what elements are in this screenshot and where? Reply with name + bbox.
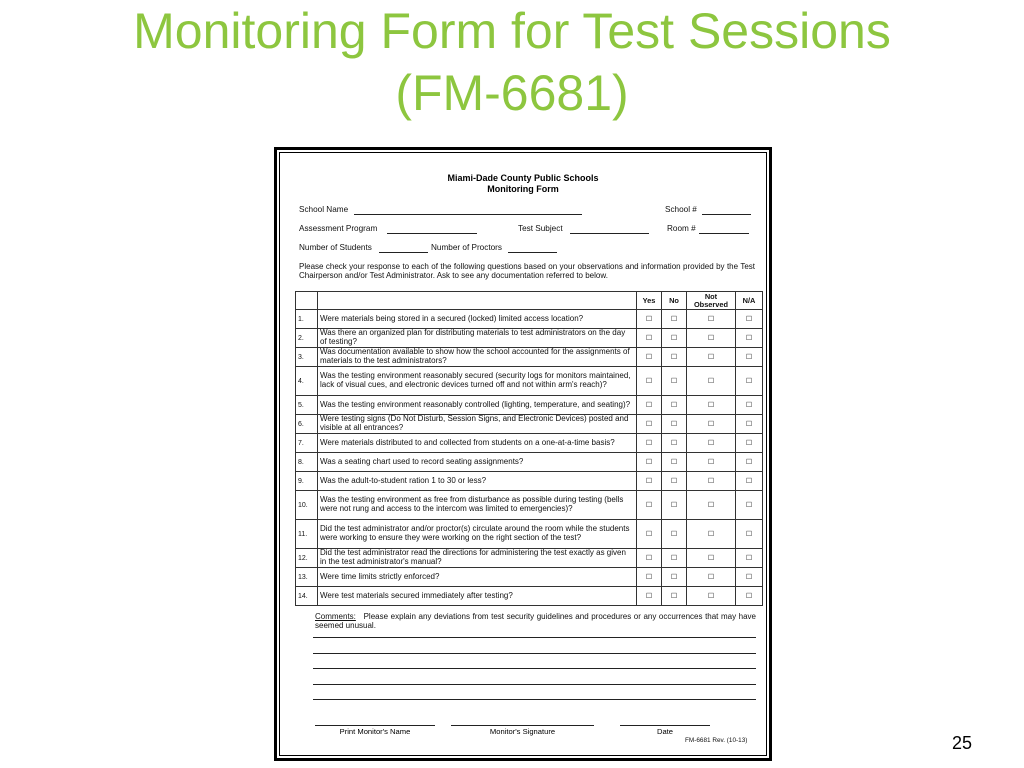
- checkbox-na[interactable]: ☐: [736, 568, 763, 587]
- comment-line-1[interactable]: [313, 637, 756, 638]
- question-number: 2.: [296, 329, 318, 348]
- question-number: 1.: [296, 310, 318, 329]
- checkbox-not-observed[interactable]: ☐: [687, 587, 736, 606]
- question-row: [296, 549, 763, 568]
- checkbox-no[interactable]: ☐: [662, 453, 687, 472]
- school-num-field[interactable]: [702, 214, 751, 215]
- comments-label: Comments:: [315, 612, 356, 621]
- comment-line-5[interactable]: [313, 699, 756, 700]
- students-field[interactable]: [379, 252, 428, 253]
- question-number: 7.: [296, 434, 318, 453]
- header-yes: Yes: [637, 292, 662, 310]
- checkbox-na[interactable]: ☐: [736, 415, 763, 434]
- checkbox-yes[interactable]: ☐: [637, 587, 662, 606]
- form-org: Miami-Dade County Public Schools: [447, 173, 599, 183]
- checkbox-no[interactable]: ☐: [662, 491, 687, 520]
- comments-instructions: [315, 612, 756, 631]
- school-name-field[interactable]: [354, 214, 582, 215]
- question-text: Was a seating chart used to record seating assignments?: [318, 453, 637, 472]
- question-number: 11.: [296, 520, 318, 549]
- checkbox-no[interactable]: ☐: [662, 568, 687, 587]
- question-row: [296, 491, 763, 520]
- checkbox-no[interactable]: ☐: [662, 348, 687, 367]
- checkbox-yes[interactable]: ☐: [637, 367, 662, 396]
- question-text: Were testing signs (Do Not Disturb, Session Signs, and Electronic Devices) posted and visible at all entrances?: [318, 415, 637, 434]
- checkbox-na[interactable]: ☐: [736, 348, 763, 367]
- checkbox-no[interactable]: ☐: [662, 367, 687, 396]
- question-row: [296, 329, 763, 348]
- slide-subtitle: (FM-6681): [395, 65, 629, 121]
- question-text: Was the testing environment reasonably controlled (lighting, temperature, and seating)?: [318, 396, 637, 415]
- checkbox-na[interactable]: ☐: [736, 587, 763, 606]
- table-header-row: [296, 292, 763, 310]
- date-field[interactable]: [620, 725, 710, 726]
- checkbox-yes[interactable]: ☐: [637, 396, 662, 415]
- header-question: [318, 292, 637, 310]
- question-row: [296, 472, 763, 491]
- question-row: [296, 367, 763, 396]
- checkbox-not-observed[interactable]: ☐: [687, 367, 736, 396]
- question-row: [296, 434, 763, 453]
- checkbox-yes[interactable]: ☐: [637, 453, 662, 472]
- checkbox-na[interactable]: ☐: [736, 367, 763, 396]
- instructions: Please check your response to each of the following questions based on your observations and information provided by the Test Chairperson and/or Test Administrator. Ask to see any documentation referred to below.: [299, 262, 755, 281]
- students-label: Number of Students: [299, 243, 372, 252]
- checkbox-yes[interactable]: ☐: [637, 472, 662, 491]
- question-row: [296, 396, 763, 415]
- question-number: 4.: [296, 367, 318, 396]
- question-number: 6.: [296, 415, 318, 434]
- question-text: Did the test administrator read the directions for administering the test exactly as given in the test administrator's manual?: [318, 549, 637, 568]
- question-text: Was the testing environment as free from disturbance as possible during testing (bells were not rung and access to the intercom was limited to emergencies)?: [318, 491, 637, 520]
- room-field[interactable]: [699, 233, 749, 234]
- question-text: Were time limits strictly enforced?: [318, 568, 637, 587]
- question-text: Were materials being stored in a secured (locked) limited access location?: [318, 310, 637, 329]
- checkbox-not-observed[interactable]: ☐: [687, 491, 736, 520]
- checkbox-yes[interactable]: ☐: [637, 348, 662, 367]
- checkbox-na[interactable]: ☐: [736, 472, 763, 491]
- header-na: N/A: [736, 292, 763, 310]
- checkbox-no[interactable]: ☐: [662, 549, 687, 568]
- checkbox-yes[interactable]: ☐: [637, 434, 662, 453]
- form-document: [274, 147, 772, 761]
- checkbox-na[interactable]: ☐: [736, 453, 763, 472]
- checkbox-not-observed[interactable]: ☐: [687, 396, 736, 415]
- school-name-label: School Name: [299, 205, 349, 214]
- checkbox-no[interactable]: ☐: [662, 472, 687, 491]
- checkbox-no[interactable]: ☐: [662, 329, 687, 348]
- assessment-field[interactable]: [387, 233, 477, 234]
- question-row: [296, 520, 763, 549]
- checkbox-no[interactable]: ☐: [662, 415, 687, 434]
- question-text: Was the testing environment reasonably secured (security logs for monitors maintained, lack of visual cues, and electronic devices turned off and not within arm's reach)?: [318, 367, 637, 396]
- checkbox-yes[interactable]: ☐: [637, 520, 662, 549]
- signature-field[interactable]: [451, 725, 594, 726]
- checkbox-not-observed[interactable]: ☐: [687, 434, 736, 453]
- print-name-label: Print Monitor's Name: [339, 727, 411, 736]
- proctors-label: Number of Proctors: [431, 243, 502, 252]
- slide-number: 25: [951, 733, 972, 753]
- question-number: 14.: [296, 587, 318, 606]
- checkbox-not-observed[interactable]: ☐: [687, 310, 736, 329]
- checkbox-no[interactable]: ☐: [662, 587, 687, 606]
- questions-table: [295, 291, 763, 606]
- question-text: Was documentation available to show how the school accounted for the assignments of materials to the test administrators?: [318, 348, 637, 367]
- print-name-field[interactable]: [315, 725, 435, 726]
- checkbox-not-observed[interactable]: ☐: [687, 549, 736, 568]
- signature-label: Monitor's Signature: [489, 727, 556, 736]
- proctors-field[interactable]: [508, 252, 557, 253]
- question-number: 3.: [296, 348, 318, 367]
- question-number: 5.: [296, 396, 318, 415]
- question-row: [296, 453, 763, 472]
- question-text: Did the test administrator and/or proctor(s) circulate around the room while the students were working to ensure they were working on the right section of the test?: [318, 520, 637, 549]
- slide-title: Monitoring Form for Test Sessions: [133, 3, 891, 59]
- comment-line-4[interactable]: [313, 684, 756, 685]
- checkbox-na[interactable]: ☐: [736, 491, 763, 520]
- question-number: 8.: [296, 453, 318, 472]
- question-number: 10.: [296, 491, 318, 520]
- comments-text: Please explain any deviations from test security guidelines and procedures or any occurrences that may have seemed unusual.: [315, 612, 756, 631]
- checkbox-na[interactable]: ☐: [736, 520, 763, 549]
- checkbox-not-observed[interactable]: ☐: [687, 568, 736, 587]
- question-text: Were materials distributed to and collected from students on a one-at-a-time basis?: [318, 434, 637, 453]
- checkbox-yes[interactable]: ☐: [637, 549, 662, 568]
- question-text: Were test materials secured immediately after testing?: [318, 587, 637, 606]
- comment-line-2[interactable]: [313, 653, 756, 654]
- checkbox-na[interactable]: ☐: [736, 434, 763, 453]
- checkbox-not-observed[interactable]: ☐: [687, 415, 736, 434]
- assessment-label: Assessment Program: [299, 224, 378, 233]
- header-no: No: [662, 292, 687, 310]
- checkbox-no[interactable]: ☐: [662, 520, 687, 549]
- checkbox-na[interactable]: ☐: [736, 329, 763, 348]
- checkbox-no[interactable]: ☐: [662, 434, 687, 453]
- header-not-observed: Not Observed: [687, 292, 736, 310]
- checkbox-no[interactable]: ☐: [662, 310, 687, 329]
- checkbox-na[interactable]: ☐: [736, 549, 763, 568]
- question-text: Was the adult-to-student ration 1 to 30 or less?: [318, 472, 637, 491]
- checkbox-yes[interactable]: ☐: [637, 415, 662, 434]
- form-code: FM-6681 Rev. (10-13): [685, 737, 748, 744]
- checkbox-yes[interactable]: ☐: [637, 310, 662, 329]
- checkbox-na[interactable]: ☐: [736, 310, 763, 329]
- checkbox-not-observed[interactable]: ☐: [687, 472, 736, 491]
- question-row: [296, 568, 763, 587]
- question-number: 12.: [296, 549, 318, 568]
- checkbox-not-observed[interactable]: ☐: [687, 453, 736, 472]
- question-row: [296, 310, 763, 329]
- date-label: Date: [656, 727, 674, 736]
- question-row: [296, 348, 763, 367]
- question-row: [296, 587, 763, 606]
- question-number: 13.: [296, 568, 318, 587]
- subject-field[interactable]: [570, 233, 649, 234]
- header-blank: [296, 292, 318, 310]
- room-label: Room #: [667, 224, 696, 233]
- question-row: [296, 415, 763, 434]
- form-inner-border: [279, 152, 767, 756]
- question-number: 9.: [296, 472, 318, 491]
- checkbox-yes[interactable]: ☐: [637, 568, 662, 587]
- checkbox-not-observed[interactable]: ☐: [687, 348, 736, 367]
- checkbox-not-observed[interactable]: ☐: [687, 329, 736, 348]
- form-name: Monitoring Form: [487, 184, 559, 194]
- checkbox-na[interactable]: ☐: [736, 396, 763, 415]
- comment-line-3[interactable]: [313, 668, 756, 669]
- checkbox-yes[interactable]: ☐: [637, 491, 662, 520]
- checkbox-no[interactable]: ☐: [662, 396, 687, 415]
- questions-body: [296, 310, 763, 606]
- checkbox-not-observed[interactable]: ☐: [687, 520, 736, 549]
- question-text: Was there an organized plan for distributing materials to test administrators on the day of testing?: [318, 329, 637, 348]
- checkbox-yes[interactable]: ☐: [637, 329, 662, 348]
- subject-label: Test Subject: [518, 224, 563, 233]
- school-num-label: School #: [665, 205, 697, 214]
